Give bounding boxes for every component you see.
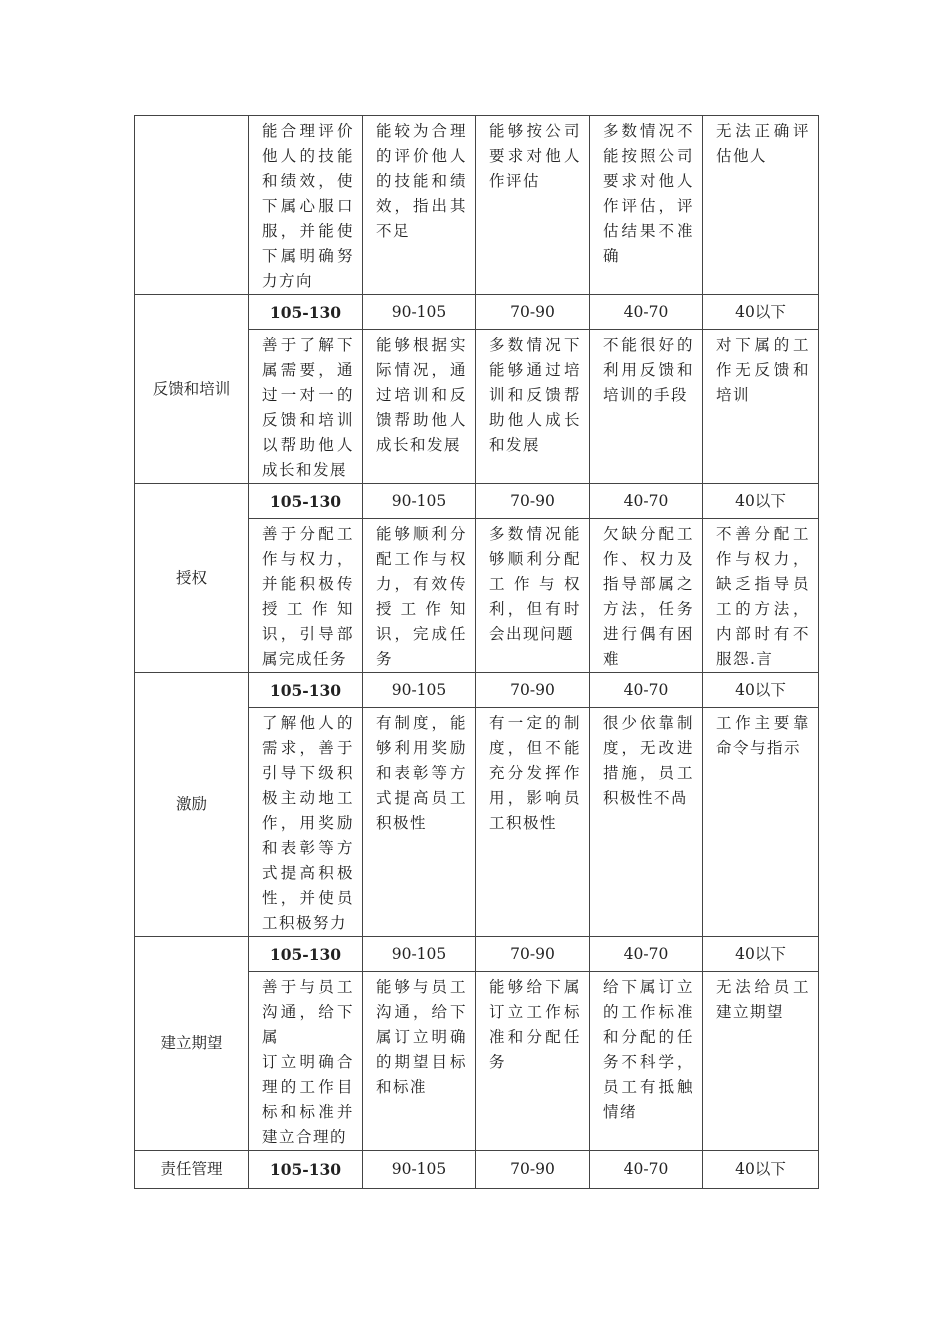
description-cell: 善于与员工沟通，给下属 订立明确合理的工作目标和标准并建立合理的 — [249, 972, 363, 1151]
description-cell: 多数情况不能按照公司要求对他人作评估，评估结果不准确 — [590, 116, 703, 295]
description-cell: 能够给下属订立工作标准和分配任务 — [476, 972, 590, 1151]
score-cell: 40-70 — [590, 484, 703, 519]
category-cell: 激励 — [135, 673, 249, 937]
category-cell: 授权 — [135, 484, 249, 673]
score-cell: 70-90 — [476, 295, 590, 330]
description-cell: 工作主要靠命令与指示 — [703, 708, 819, 937]
score-cell: 40以下 — [703, 673, 819, 708]
score-cell: 90-105 — [363, 484, 476, 519]
score-row — [135, 1151, 819, 1189]
description-cell: 欠缺分配工作、权力及指导部属之方法，任务进行偶有困难 — [590, 519, 703, 673]
category-cell — [135, 116, 249, 295]
description-cell: 给下属订立的工作标准和分配的任务不科学，员工有抵触情绪 — [590, 972, 703, 1151]
description-cell: 无法正确评估他人 — [703, 116, 819, 295]
score-cell: 40以下 — [703, 1151, 819, 1189]
description-cell: 了解他人的需求，善于引导下级积极主动地工作，用奖励和表彰等方式提高积极性，并使员工积极努力 — [249, 708, 363, 937]
score-cell: 70-90 — [476, 1151, 590, 1189]
category-cell: 反馈和培训 — [135, 295, 249, 484]
score-cell: 70-90 — [476, 937, 590, 972]
score-cell: 40以下 — [703, 484, 819, 519]
score-cell: 90-105 — [363, 1151, 476, 1189]
score-row — [135, 673, 819, 708]
score-cell: 40以下 — [703, 295, 819, 330]
description-cell: 不善分配工作与权力，缺乏指导员工的方法，内部时有不服怨.言 — [703, 519, 819, 673]
score-cell: 90-105 — [363, 295, 476, 330]
description-cell: 能够按公司要求对他人作评估 — [476, 116, 590, 295]
description-cell: 有制度，能够利用奖励和表彰等方式提高员工积极性 — [363, 708, 476, 937]
score-cell: 90-105 — [363, 673, 476, 708]
description-cell: 能合理评价他人的技能和绩效，使下属心服口服，并能使下属明确努力方向 — [249, 116, 363, 295]
description-cell: 能够根据实际情况，通过培训和反馈帮助他人成长和发展 — [363, 330, 476, 484]
score-cell: 105-130 — [249, 484, 363, 519]
description-cell: 不能很好的利用反馈和培训的手段 — [590, 330, 703, 484]
score-cell: 40以下 — [703, 937, 819, 972]
score-cell: 105-130 — [249, 937, 363, 972]
score-cell: 70-90 — [476, 673, 590, 708]
description-cell: 能够与员工沟通，给下属订立明确的期望目标和标准 — [363, 972, 476, 1151]
score-cell: 70-90 — [476, 484, 590, 519]
score-cell: 40-70 — [590, 1151, 703, 1189]
category-cell: 责任管理 — [135, 1151, 249, 1189]
score-cell: 40-70 — [590, 295, 703, 330]
description-cell: 多数情况下能够通过培训和反馈帮助他人成长和发展 — [476, 330, 590, 484]
score-row — [135, 937, 819, 972]
description-cell: 善于分配工作与权力，并能积极传授工作知识，引导部属完成任务 — [249, 519, 363, 673]
description-cell: 能够顺利分配工作与权力，有效传授工作知识，完成任务 — [363, 519, 476, 673]
evaluation-table — [134, 115, 819, 1189]
description-cell: 善于了解下属需要，通过一对一的反馈和培训以帮助他人成长和发展 — [249, 330, 363, 484]
score-row — [135, 484, 819, 519]
score-cell: 40-70 — [590, 673, 703, 708]
description-cell: 多数情况能够顺利分配工作与权利，但有时会出现问题 — [476, 519, 590, 673]
description-cell: 对下属的工作无反馈和培训 — [703, 330, 819, 484]
score-row — [135, 295, 819, 330]
description-cell: 能较为合理的评价他人的技能和绩效，指出其不足 — [363, 116, 476, 295]
score-cell: 105-130 — [249, 1151, 363, 1189]
category-cell: 建立期望 — [135, 937, 249, 1151]
description-cell: 无法给员工建立期望 — [703, 972, 819, 1151]
description-cell: 很少依靠制度，无改进措施，员工积极性不咼 — [590, 708, 703, 937]
score-cell: 90-105 — [363, 937, 476, 972]
score-cell: 40-70 — [590, 937, 703, 972]
score-cell: 105-130 — [249, 673, 363, 708]
description-cell: 有一定的制度，但不能充分发挥作用，影响员工积极性 — [476, 708, 590, 937]
table-row — [135, 116, 819, 295]
score-cell: 105-130 — [249, 295, 363, 330]
